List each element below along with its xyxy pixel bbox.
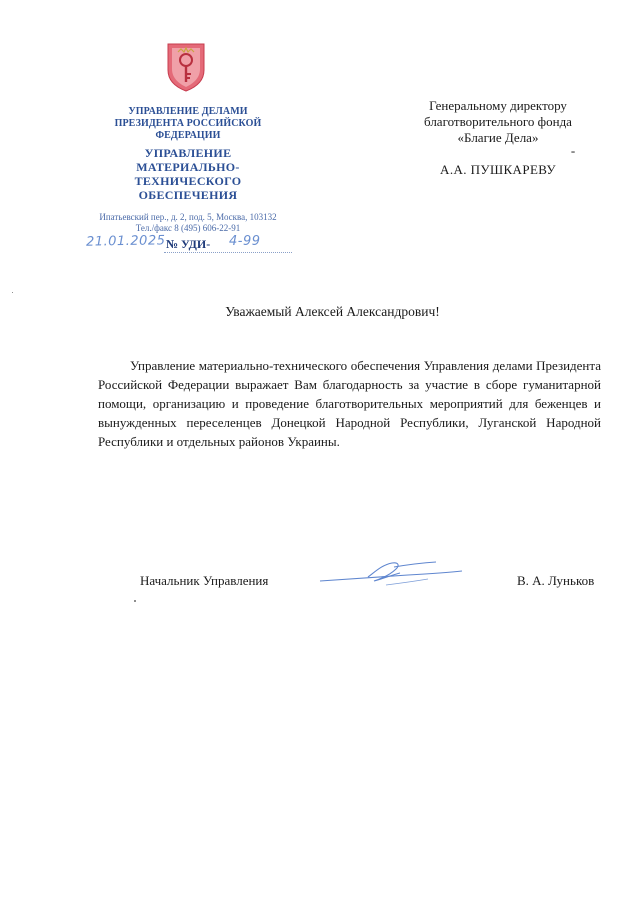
unit-name-line: МАТЕРИАЛЬНО-ТЕХНИЧЕСКОГО: [134, 160, 242, 188]
addressee-line: Генеральному директору: [429, 98, 567, 113]
unit-name-line: УПРАВЛЕНИЕ: [144, 146, 232, 160]
addressee-name: А.А. ПУШКАРЕВУ: [440, 162, 556, 177]
greeting: Уважаемый Алексей Александрович!: [225, 304, 440, 319]
unit-name: [84, 146, 292, 202]
emblem-icon: [164, 40, 208, 92]
parent-org-line: УПРАВЛЕНИЕ ДЕЛАМИ: [128, 106, 248, 117]
unit-name-line: ОБЕСПЕЧЕНИЯ: [138, 188, 238, 202]
letter-body: Управление материально-технического обеспечения Управления делами Президента Российской Федерации выражает Вам благодарность за участие в сборе гуманитарной помощи, организацию и проведение благотворительных мероприятий для беженцев и вынужденных переселенцев Донецкой Народной Республики, Луганской Народной Республики и отдельных районов Украины.: [98, 358, 601, 449]
registration-underline: [164, 252, 292, 253]
addressee-dash: -: [570, 143, 576, 158]
scan-speck: [134, 600, 136, 602]
registration-date: 21.01.2025: [85, 233, 166, 250]
registration-number: 4-99: [229, 234, 261, 249]
sender-block: [84, 106, 292, 234]
signatory-name: В. А. Луньков: [517, 573, 595, 588]
addressee-line: благотворительного фонда: [424, 114, 572, 129]
addressee-block: [392, 98, 604, 178]
parent-org-line: ПРЕЗИДЕНТА РОССИЙСКОЙ ФЕДЕРАЦИИ: [114, 118, 262, 141]
parent-org: [84, 106, 292, 142]
addressee-line: «Благие Дела»: [457, 130, 539, 145]
signatory-title: Начальник Управления: [140, 573, 269, 588]
registration-line: [84, 234, 294, 256]
sender-contacts: [84, 212, 292, 234]
sender-address: Ипатьевский пер., д. 2, под. 5, Москва, 103132: [99, 212, 277, 222]
scan-speck: [12, 292, 13, 293]
handwritten-signature: [316, 555, 466, 591]
sender-phone: Тел./факс 8 (495) 606-22-91: [135, 223, 241, 233]
registration-prefix: № УДИ-: [166, 237, 211, 251]
